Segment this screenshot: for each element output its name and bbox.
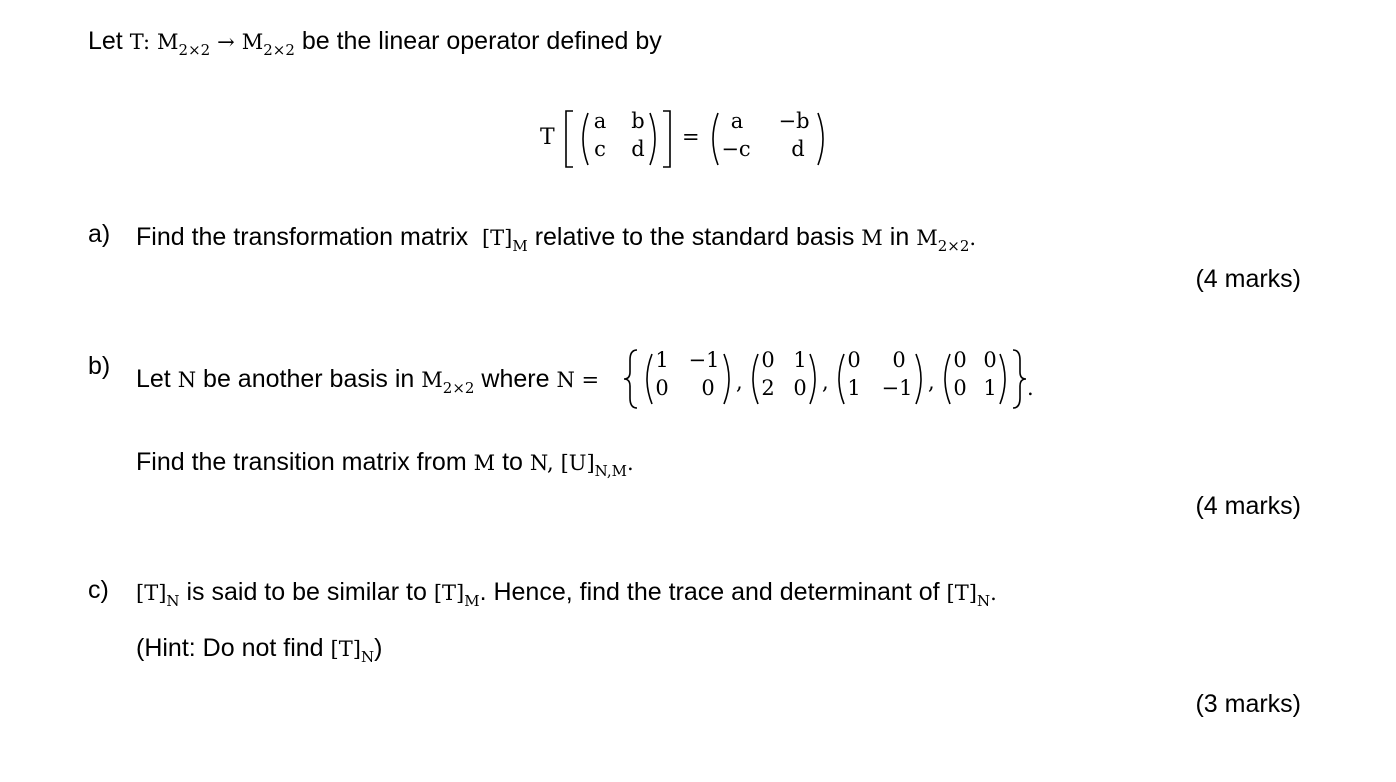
intro-post: be the linear operator defined by [301,27,662,55]
comma-2: , [822,370,829,394]
part-c-period: . [990,581,997,605]
def-lhs-c: c [594,137,606,161]
part-a-label: a) [88,220,111,248]
basis-3-right-paren [914,352,928,406]
intro-M2: M [241,30,264,54]
part-b-N: N [177,368,197,392]
part-b-N2: N, [529,451,554,475]
part-a-text2: relative to the standard basis [534,223,855,251]
part-a-TM: [T] [481,226,513,250]
right-brace [1010,348,1028,410]
def-rhs-b: −b [778,109,810,133]
part-a-text1: Find the transformation matrix [136,223,469,251]
part-a-TM-sub: M [512,237,528,255]
part-b-U: [U] [560,451,595,475]
part-b-dim: 2×2 [442,379,475,397]
part-b-text1: Let [136,365,171,393]
part-b-text3: where [481,365,550,393]
part-c-text1: is said to be similar to [186,578,427,606]
part-b-period: . [626,451,634,475]
part-c-marks: (3 marks) [1195,690,1301,718]
part-b-to: to [502,448,523,476]
basis-2-b: 1 [793,348,807,372]
part-b-U-sub: N,M [594,462,627,480]
basis-2-right-paren [808,352,822,406]
basis-4-c: 0 [953,376,967,400]
basis-2-d: 0 [793,376,807,400]
comma-3: , [928,370,935,394]
left-square-bracket [562,109,576,169]
part-b-Mspace: M [421,368,443,392]
def-rhs-d: d [791,137,805,161]
part-b-N-eq: N = [556,368,600,392]
part-b-line2 [136,448,634,480]
part-c-question [136,578,997,610]
intro-arrow: → [217,30,235,54]
basis-1-a: 1 [655,348,669,372]
basis-3-c: 1 [847,376,861,400]
basis-2-a: 0 [761,348,775,372]
part-a-Mspace: M [916,226,938,250]
part-c-hint-sub: N [360,648,375,666]
part-c-TN2: [T] [946,581,977,605]
rhs-right-paren [816,111,830,167]
part-c-hint-pre: (Hint: Do not find [136,634,324,662]
part-a-text3: in [889,223,910,251]
basis-1-right-paren [722,352,736,406]
basis-period: . [1027,376,1034,400]
basis-1-b: −1 [688,348,720,372]
part-a-marks: (4 marks) [1195,265,1301,293]
def-lhs-b: b [631,109,645,133]
basis-1-d: 0 [701,376,715,400]
part-c-TM-sub: M [464,592,480,610]
basis-4-a: 0 [953,348,967,372]
part-b-M: M [473,451,496,475]
def-lhs-d: d [631,137,645,161]
basis-4-d: 1 [983,376,997,400]
def-rhs-c: −c [721,137,751,161]
intro-dim2: 2×2 [263,41,295,59]
left-paren [576,111,590,167]
part-b-question [136,365,599,397]
part-c-TM: [T] [433,581,465,605]
part-c-label: c) [88,576,109,604]
intro-dim: 2×2 [178,41,211,59]
intro-M: M [157,30,179,54]
basis-2-c: 2 [761,376,775,400]
basis-3-b: 0 [892,348,906,372]
comma-1: , [736,370,743,394]
left-brace [622,348,640,410]
part-c-hint-post: ) [374,634,383,662]
right-square-bracket [660,109,674,169]
part-c-hint [136,634,382,666]
basis-3-a: 0 [847,348,861,372]
part-b-text2: be another basis in [203,365,415,393]
part-c-TN2-sub: N [976,592,991,610]
intro-pre: Let [88,27,123,55]
basis-3-d: −1 [881,376,913,400]
part-a-M: M [861,226,883,250]
def-T: T [540,125,555,150]
part-a-dim: 2×2 [937,237,970,255]
part-a-question [136,223,976,255]
part-c-text2: . Hence, find the trace and determinant of [479,578,940,606]
part-c-TN: [T] [136,581,167,605]
part-c-hint-T: [T] [330,637,361,661]
basis-4-b: 0 [983,348,997,372]
basis-1-c: 0 [655,376,669,400]
part-b-line2-pre: Find the transition matrix from [136,448,467,476]
part-b-label: b) [88,352,111,380]
def-lhs-a: a [593,109,607,133]
part-a-period: . [969,226,977,250]
def-rhs-a: a [730,109,744,133]
basis-set [622,346,1182,412]
intro-T: T: [129,30,151,54]
part-c-TN-sub: N [166,592,180,610]
part-b-marks: (4 marks) [1195,492,1301,520]
def-equals: = [682,125,700,149]
intro-line [88,27,662,59]
